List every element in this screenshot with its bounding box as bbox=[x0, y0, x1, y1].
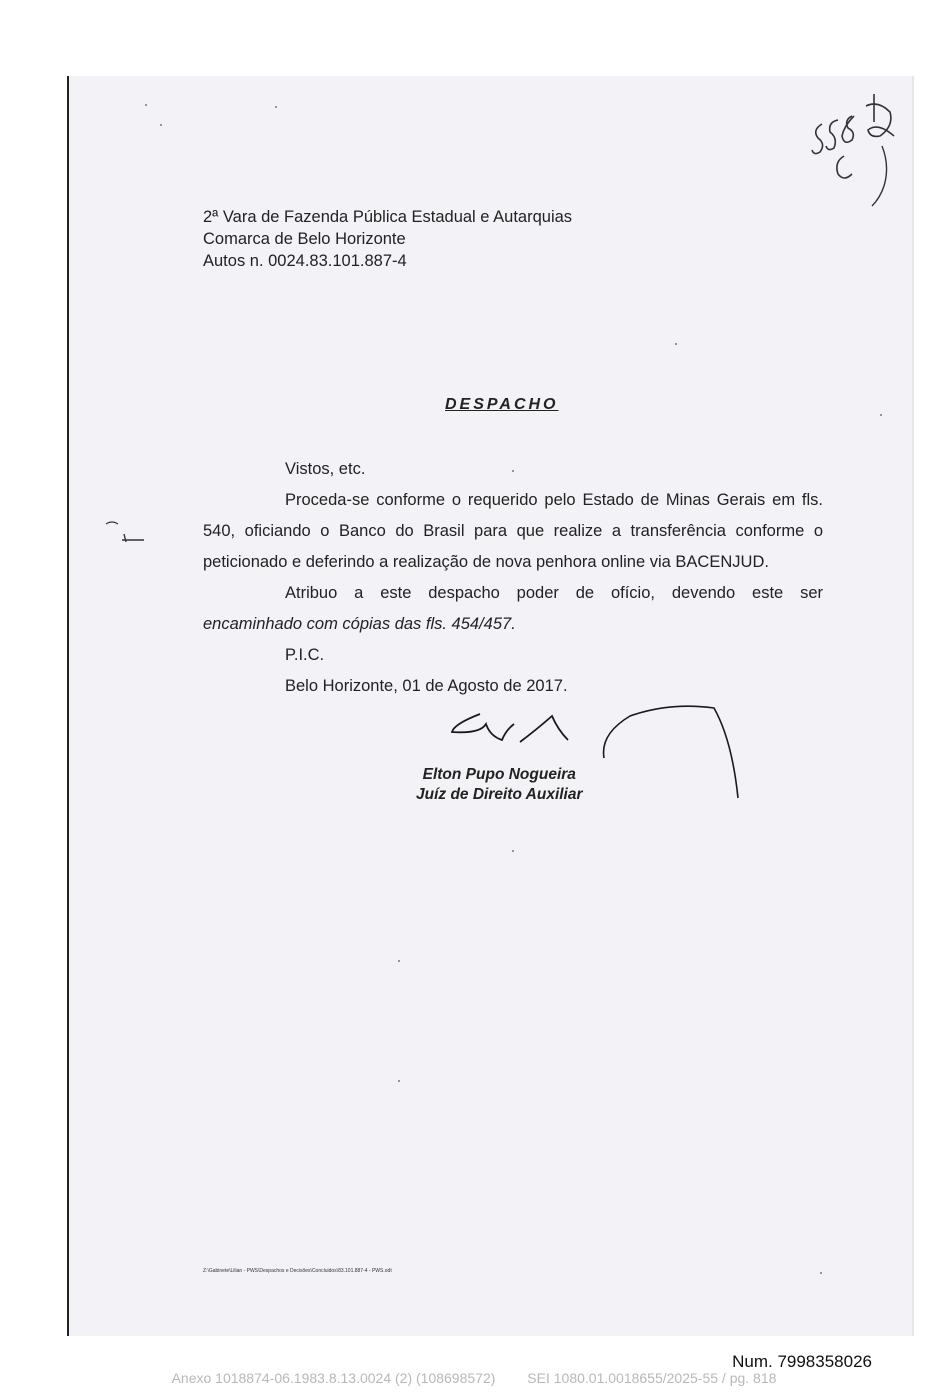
footer-reference bbox=[0, 1370, 948, 1386]
signature-block bbox=[416, 765, 583, 805]
signer-role: Juíz de Direito Auxiliar bbox=[416, 786, 583, 803]
document-title: DESPACHO bbox=[445, 396, 559, 413]
paragraph-second-start: Atribuo a este despacho poder de ofício, devendo este ser bbox=[285, 584, 823, 602]
scan-speck bbox=[275, 106, 277, 108]
scan-speck bbox=[145, 104, 147, 106]
document-number: Num. 7998358026 bbox=[732, 1352, 872, 1371]
opening-line: Vistos, etc. bbox=[285, 460, 366, 478]
scan-speck bbox=[675, 343, 677, 345]
handwritten-page-number bbox=[808, 86, 908, 211]
court-name: 2ª Vara de Fazenda Pública Estadual e Autarquias bbox=[203, 208, 573, 226]
page-edge bbox=[912, 76, 914, 1336]
file-path: Z:\Gabinete\Lilian - PWS\Despachos e Decisões\Concluidos\83.101.887-4 - PWS.odt bbox=[203, 1268, 392, 1274]
margin-mark bbox=[104, 518, 150, 544]
court-header bbox=[203, 206, 572, 272]
dispatch-body bbox=[203, 454, 823, 702]
scan-speck bbox=[160, 124, 162, 126]
place-and-date: Belo Horizonte, 01 de Agosto de 2017. bbox=[285, 677, 568, 695]
paragraph-main: Proceda-se conforme o requerido pelo Estado de Minas Gerais em fls. 540, oficiando o Banco do Brasil para que realize a transferência conforme o peticionado e deferindo a realização de nova penhora online via BACENJUD. bbox=[203, 491, 823, 571]
signer-name: Elton Pupo Nogueira bbox=[422, 766, 576, 783]
scan-speck bbox=[512, 470, 514, 472]
closing-line: P.I.C. bbox=[285, 646, 325, 664]
scan-speck bbox=[512, 850, 514, 852]
scan-speck bbox=[398, 1080, 400, 1082]
scan-speck bbox=[820, 1272, 822, 1274]
sei-reference: SEI 1080.01.0018655/2025-55 / pg. 818 bbox=[527, 1370, 777, 1386]
annex-reference: Anexo 1018874-06.1983.8.13.0024 (2) (108698572) bbox=[171, 1370, 496, 1386]
paragraph-second-end: encaminhado com cópias das fls. 454/457. bbox=[203, 615, 516, 633]
scan-speck bbox=[880, 414, 882, 416]
case-number: Autos n. 0024.83.101.887-4 bbox=[203, 252, 407, 270]
court-district: Comarca de Belo Horizonte bbox=[203, 230, 406, 248]
scan-speck bbox=[398, 960, 400, 962]
